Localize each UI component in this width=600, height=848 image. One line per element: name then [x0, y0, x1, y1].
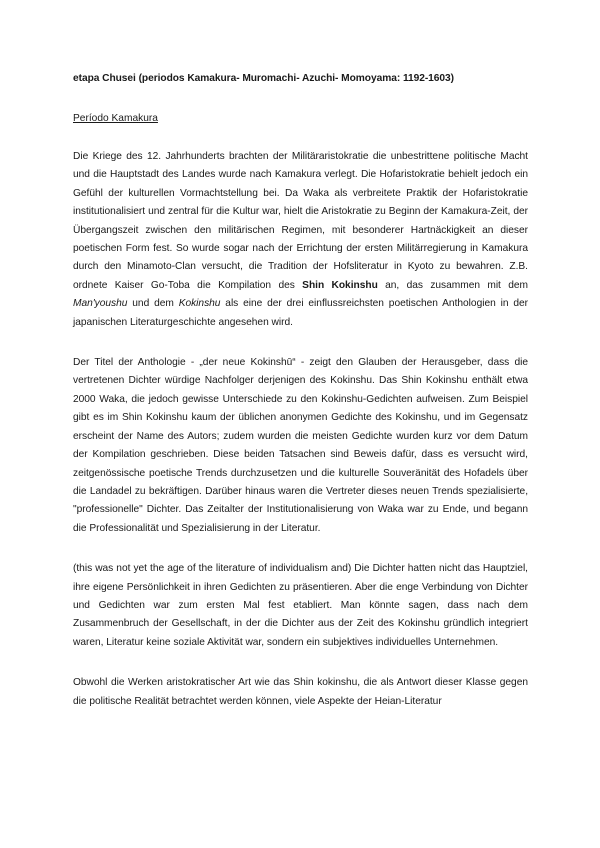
section-heading: Período Kamakura — [73, 113, 158, 124]
paragraph-1-text-b: an, das zusammen mit dem — [385, 279, 528, 291]
paragraph-2: Der Titel der Anthologie - „der neue Kokinshū“ - zeigt den Glauben der Herausgeber, dass die vertretenen Dichter würdige Nachfolger derjenigen des Kokinshu. Das Shin Kokinshu enthält etwa 2000 Waka, die jedoch gewisse Unterschiede zu den Kokinshu-Gedichten aufweisen. Zum Beispiel gibt es im Shin Kokinshu kaum der üblichen anonymen Gedichte des Kokinshu, und im Gegensatz erscheint der Name des Autors; zudem wurden die meisten Gedichte wurden kurz vor dem Datum der Kompilation geschrieben. Diese beiden Tatsachen sind Beweis dafür, dass es versucht wird, zeitgenössische poetische Trends durchzusetzen und die kulturelle Souveränität des Hofadels über die Landadel zu bekräftigen. Darüber hinaus waren die Vertreter dieses neuen Trends spezialisierte, "professionelle" Dichter. Das Zeitalter der Institutionalisierung von Waka war zu Ende, und begann die Professionalität und Spezialisierung in der Literatur. — [73, 357, 528, 534]
kokinshu-italic: Kokinshu — [178, 298, 221, 310]
shin-kokinshu-bold: Shin Kokinshu — [302, 279, 378, 291]
paragraph-1 — [73, 148, 528, 332]
paragraph-1-text-a: Die Kriege des 12. Jahrhunderts brachten der Militäraristokratie die unbestrittene politische Macht und die Hauptstadt des Landes wurde nach Kamakura verlegt. Die Hofaristokratie behielt jedoch ein Gefühl der kulturellen Vormachtstellung bei. Da Waka als verbreitete Praktik der Hofaristokratie institutionalisiert und zentral für die Kultur war, hielt die Aristokratie zu Beginn der Kamakura-Zeit, der Übergangszeit zwischen den militärischen Regimen, mit besonderer Hartnäckigkeit an dieser poetischen Form fest. So wurde sogar nach der Errichtung der ersten Militärregierung in Kamakura durch den Minamoto-Clan versucht, die Tradition der Hofsliteratur in Kyoto zu bewahren. Z.B. ordnete Kaiser Go-Toba die Kompilation des — [73, 151, 528, 291]
paragraph-1-text-c: und dem — [132, 298, 174, 310]
paragraph-4: Obwohl die Werken aristokratischer Art wie das Shin kokinshu, die als Antwort dieser Klasse gegen die politische Realität betrachtet werden können, viele Aspekte der Heian-Literatur — [73, 677, 528, 707]
document-title: etapa Chusei (periodos Kamakura- Muromachi- Azuchi- Momoyama: 1192-1603) — [73, 73, 454, 84]
manyoushu-italic: Man'youshu — [73, 298, 128, 310]
paragraph-1-text-d: als eine der drei einflussreichsten poetischen Anthologien in der japanischen Literaturgeschichte angesehen wird. — [73, 298, 529, 328]
paragraph-3: (this was not yet the age of the literature of individualism and) Die Dichter hatten nicht das Hauptziel, ihre eigene Persönlichkeit in ihren Gedichten zu präsentieren. Aber die enge Verbindung von Dichter und Gedichten war zum ersten Mal fest etabliert. Man könnte sagen, dass nach dem Zusammenbruch der Gesellschaft, in der die Dichter aus der Zeit des Kokinshu gründlich integriert waren, Literatur keine soziale Aktivität war, sondern ein subjektives individuelles Unternehmen. — [73, 563, 528, 648]
